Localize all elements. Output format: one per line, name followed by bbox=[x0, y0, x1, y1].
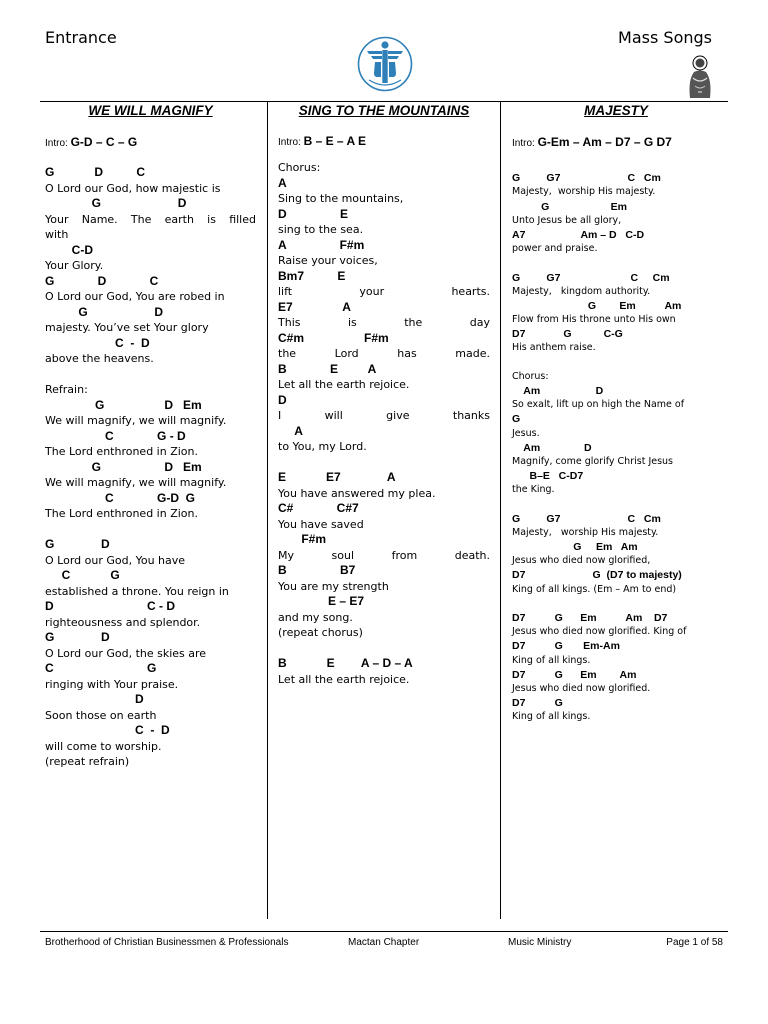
stanza-gap bbox=[45, 522, 256, 538]
chord-line: C#m F#m bbox=[278, 330, 389, 345]
chord-line: G D Em bbox=[45, 397, 202, 412]
chord-line: G bbox=[512, 413, 521, 426]
stanza-gap bbox=[512, 597, 720, 611]
song-intro bbox=[45, 135, 256, 149]
lyric-line: Majesty, worship His majesty. bbox=[512, 186, 656, 198]
lyric-line: We will magnify, we will magnify. bbox=[45, 414, 227, 427]
column-divider bbox=[267, 101, 268, 919]
chord-line: G G7 C Cm bbox=[512, 172, 661, 185]
intro-chords: G-D – C – G bbox=[70, 135, 138, 149]
lyric-line: O Lord our God, You are robed in bbox=[45, 290, 225, 303]
lyric-line: Chorus: bbox=[512, 370, 549, 382]
footer-chapter: Mactan Chapter bbox=[348, 937, 420, 948]
lyric-line: You have saved bbox=[278, 517, 364, 531]
intro-label: Intro: bbox=[278, 137, 301, 148]
lyric-line: My soul from death. bbox=[278, 548, 490, 562]
chord-line: G D bbox=[45, 304, 164, 319]
lyric-line: King of all kings. bbox=[512, 654, 591, 666]
saint-figure-icon bbox=[684, 54, 716, 100]
lyric-line: the Lord has made. bbox=[278, 347, 490, 360]
stanza-gap bbox=[512, 498, 720, 512]
lyric-line: righteousness and splendor. bbox=[45, 615, 201, 629]
lyric-line: We will magnify, we will magnify. bbox=[45, 476, 227, 489]
chord-line: D E bbox=[278, 206, 349, 221]
lyric-line: sing to the sea. bbox=[278, 223, 364, 236]
chord-line: Am D bbox=[512, 385, 604, 397]
chord-line: D7 G Em-Am bbox=[512, 640, 620, 653]
chord-line: G D bbox=[45, 537, 110, 551]
chord-line: G D C bbox=[45, 273, 159, 288]
lyric-line: majesty. You’ve set Your glory bbox=[45, 321, 209, 334]
lyric-line: established a throne. You reign in bbox=[45, 584, 229, 598]
lyric-line: (repeat refrain) bbox=[45, 755, 130, 768]
song-intro bbox=[512, 135, 720, 149]
song-body bbox=[278, 160, 490, 687]
lyric-line: The Lord enthroned in Zion. bbox=[45, 507, 198, 520]
song-column-3 bbox=[512, 102, 720, 725]
intro-label: Intro: bbox=[512, 138, 535, 149]
lyric-line: You have answered my plea. bbox=[278, 486, 436, 500]
lyric-line: Raise your voices, bbox=[278, 254, 378, 267]
chord-line: B–E C-D7 bbox=[512, 470, 584, 483]
song-column-1 bbox=[45, 102, 256, 770]
lyric-line: (repeat chorus) bbox=[278, 626, 363, 639]
chord-line: B E A bbox=[278, 361, 377, 376]
lyric-line: Majesty, worship His majesty. bbox=[512, 526, 659, 538]
intro-label: Intro: bbox=[45, 138, 68, 149]
lyric-line: Let all the earth rejoice. bbox=[278, 378, 410, 391]
intro-chords: G-Em – Am – D7 – G D7 bbox=[537, 135, 672, 149]
bcbp-logo-icon bbox=[357, 36, 413, 92]
chord-line: C G bbox=[45, 568, 120, 582]
lyric-line: Jesus who died now glorified. King of bbox=[512, 626, 687, 638]
song-title: MAJESTY bbox=[584, 103, 648, 118]
chord-line: G G7 C Cm bbox=[512, 271, 670, 284]
stanza-gap bbox=[512, 256, 720, 270]
lyric-line: O Lord our God, how majestic is bbox=[45, 181, 221, 195]
lyric-line: O Lord our God, You have bbox=[45, 553, 186, 567]
stanza-gap bbox=[512, 356, 720, 370]
chord-line: E7 A bbox=[278, 299, 351, 314]
chord-line: G Em Am bbox=[512, 299, 682, 312]
chord-line: C G-D G bbox=[45, 490, 196, 505]
chord-line: G D C bbox=[45, 165, 146, 179]
song-title: WE WILL MAGNIFY bbox=[88, 103, 213, 118]
lyric-line: Unto Jesus be all glory, bbox=[512, 214, 622, 226]
chord-line: G D bbox=[45, 196, 187, 210]
chord-line: D bbox=[278, 392, 287, 407]
lyric-line: Jesus who died now glorified. bbox=[512, 682, 651, 694]
chord-line: G D Em bbox=[45, 459, 202, 474]
lyric-line: Your Name. The earth is filled bbox=[45, 212, 256, 226]
footer-ministry: Music Ministry bbox=[508, 937, 572, 948]
lyric-line: Soon those on earth bbox=[45, 708, 157, 722]
song-body bbox=[512, 157, 720, 725]
column-divider bbox=[500, 101, 501, 919]
chord-line: G G7 C Cm bbox=[512, 512, 661, 525]
stanza-gap bbox=[278, 641, 490, 657]
chord-line: C - D bbox=[45, 335, 150, 350]
lyric-line: Magnify, come glorify Christ Jesus bbox=[512, 455, 674, 467]
chord-line: F#m bbox=[278, 532, 327, 546]
lyric-line: Jesus who died now glorified, bbox=[512, 555, 651, 567]
footer-rule bbox=[40, 931, 728, 932]
lyric-line: lift your hearts. bbox=[278, 285, 490, 298]
stanza-gap bbox=[512, 157, 720, 171]
chord-line: A bbox=[278, 175, 287, 190]
stanza-gap bbox=[45, 367, 256, 383]
lyric-line: So exalt, lift up on high the Name of bbox=[512, 399, 685, 411]
lyric-line: ringing with Your praise. bbox=[45, 677, 179, 691]
lyric-line: O Lord our God, the skies are bbox=[45, 646, 207, 660]
chord-line: G Em Am bbox=[512, 541, 638, 554]
chord-line: G D bbox=[45, 630, 110, 644]
chord-line: B B7 bbox=[278, 563, 356, 577]
lyric-line: to You, my Lord. bbox=[278, 440, 367, 453]
song-body bbox=[45, 165, 256, 770]
chord-line: D7 G Em Am D7 bbox=[512, 612, 668, 624]
chord-line: C - D bbox=[45, 723, 170, 737]
chord-line: Am D bbox=[512, 441, 592, 454]
chord-line: E – E7 bbox=[278, 594, 365, 608]
lyric-line: the King. bbox=[512, 484, 555, 496]
chord-line: D7 G Em Am bbox=[512, 668, 637, 681]
stanza-gap bbox=[278, 455, 490, 471]
chord-line: G Em bbox=[512, 200, 627, 213]
chord-line: C G - D bbox=[45, 428, 186, 443]
chord-line: B E A – D – A bbox=[278, 656, 413, 670]
song-intro bbox=[278, 134, 490, 148]
song-title: SING TO THE MOUNTAINS bbox=[298, 103, 470, 118]
lyric-line: power and praise. bbox=[512, 243, 598, 255]
lyric-line: The Lord enthroned in Zion. bbox=[45, 445, 198, 458]
chord-line: C G bbox=[45, 661, 157, 675]
lyric-line: Flow from His throne unto His own bbox=[512, 314, 676, 326]
chord-line: Bm7 E bbox=[278, 268, 346, 283]
chord-line: A7 Am – D C-D bbox=[512, 228, 645, 241]
chord-line: C# C#7 bbox=[278, 501, 359, 515]
lyric-line: Let all the earth rejoice. bbox=[278, 672, 410, 686]
lyric-line: King of all kings. bbox=[512, 711, 591, 723]
lyric-line: His anthem raise. bbox=[512, 342, 596, 354]
chord-line: D bbox=[45, 692, 144, 706]
footer-org: Brotherhood of Christian Businessmen & Professionals bbox=[45, 937, 289, 948]
chord-line: E E7 A bbox=[278, 470, 396, 484]
lyric-line: Sing to the mountains, bbox=[278, 192, 404, 205]
intro-chords: B – E – A E bbox=[303, 134, 367, 148]
lyric-line: will come to worship. bbox=[45, 739, 162, 753]
lyric-line: Refrain: bbox=[45, 383, 88, 396]
lyric-line: Your Glory. bbox=[45, 259, 104, 272]
book-label: Mass Songs bbox=[618, 28, 712, 47]
lyric-line: with bbox=[45, 228, 69, 241]
section-label: Entrance bbox=[45, 28, 117, 47]
lyric-line: above the heavens. bbox=[45, 352, 154, 365]
lyric-line: Majesty, kingdom authority. bbox=[512, 285, 651, 297]
lyric-line: Jesus. bbox=[512, 427, 540, 439]
lyric-line: Chorus: bbox=[278, 161, 321, 174]
lyric-line: I will give thanks bbox=[278, 409, 490, 422]
chord-line: D C - D bbox=[45, 599, 176, 613]
lyric-line: King of all kings. (Em – Am to end) bbox=[512, 583, 677, 595]
chord-line: D7 G (D7 to majesty) bbox=[512, 569, 682, 582]
chord-line: A F#m bbox=[278, 237, 365, 252]
song-column-2 bbox=[278, 102, 490, 687]
chord-line: D7 G C-G bbox=[512, 328, 623, 341]
chord-line: A bbox=[278, 423, 303, 438]
lyric-line: and my song. bbox=[278, 610, 353, 624]
lyric-line: You are my strength bbox=[278, 579, 389, 593]
lyric-line: This is the day bbox=[278, 316, 490, 329]
chord-line: C-D bbox=[45, 242, 93, 257]
chord-line: D7 G bbox=[512, 697, 563, 710]
page-number: Page 1 of 58 bbox=[666, 937, 723, 948]
